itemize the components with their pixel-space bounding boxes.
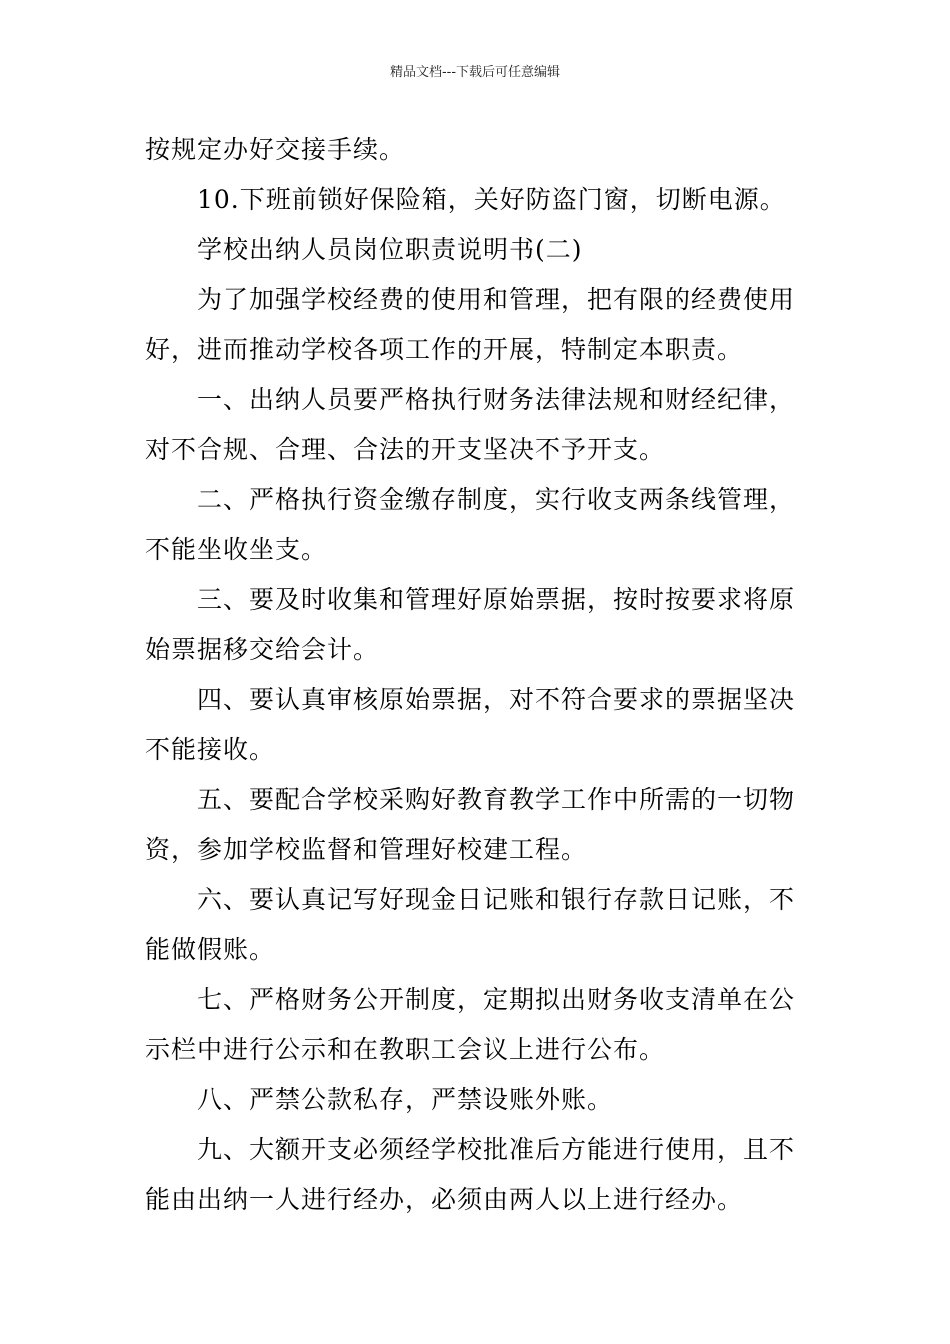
text-line: 示栏中进行公示和在教职工会议上进行公布。 xyxy=(145,1035,666,1064)
text-line: 能由出纳一人进行经办，必须由两人以上进行经办。 xyxy=(145,1185,744,1214)
text-line: 好，进而推动学校各项工作的开展，特制定本职责。 xyxy=(145,335,744,364)
text-line: 三、要及时收集和管理好原始票据，按时按要求将原 xyxy=(197,585,796,614)
text-line: 不能坐收坐支。 xyxy=(145,535,328,564)
text-line: 七、严格财务公开制度，定期拟出财务收支清单在公 xyxy=(197,985,796,1014)
text-line: 一、出纳人员要严格执行财务法律法规和财经纪律， xyxy=(197,385,796,414)
text-line: 二、严格执行资金缴存制度，实行收支两条线管理， xyxy=(197,485,796,514)
text-line: 按规定办好交接手续。 xyxy=(145,135,406,164)
page-header: 精品文档---下载后可任意编辑 xyxy=(389,65,561,80)
text-line: 10.下班前锁好保险箱，关好防盗门窗，切断电源。 xyxy=(197,185,786,214)
text-line: 八、严禁公款私存，严禁设账外账。 xyxy=(197,1085,614,1114)
section-title: 学校出纳人员岗位职责说明书(二) xyxy=(197,235,583,264)
text-line: 始票据移交给会计。 xyxy=(145,635,380,664)
document-body xyxy=(145,125,810,1225)
text-line: 六、要认真记写好现金日记账和银行存款日记账，不 xyxy=(197,885,796,914)
text-line: 对不合规、合理、合法的开支坚决不予开支。 xyxy=(145,435,666,464)
text-line: 不能接收。 xyxy=(145,735,276,764)
text-line: 五、要配合学校采购好教育教学工作中所需的一切物 xyxy=(197,785,796,814)
text-line: 四、要认真审核原始票据，对不符合要求的票据坚决 xyxy=(197,685,796,714)
text-line: 资，参加学校监督和管理好校建工程。 xyxy=(145,835,588,864)
text-line: 能做假账。 xyxy=(145,935,276,964)
text-line: 九、大额开支必须经学校批准后方能进行使用，且不 xyxy=(197,1135,796,1164)
text-line: 为了加强学校经费的使用和管理，把有限的经费使用 xyxy=(197,285,796,314)
